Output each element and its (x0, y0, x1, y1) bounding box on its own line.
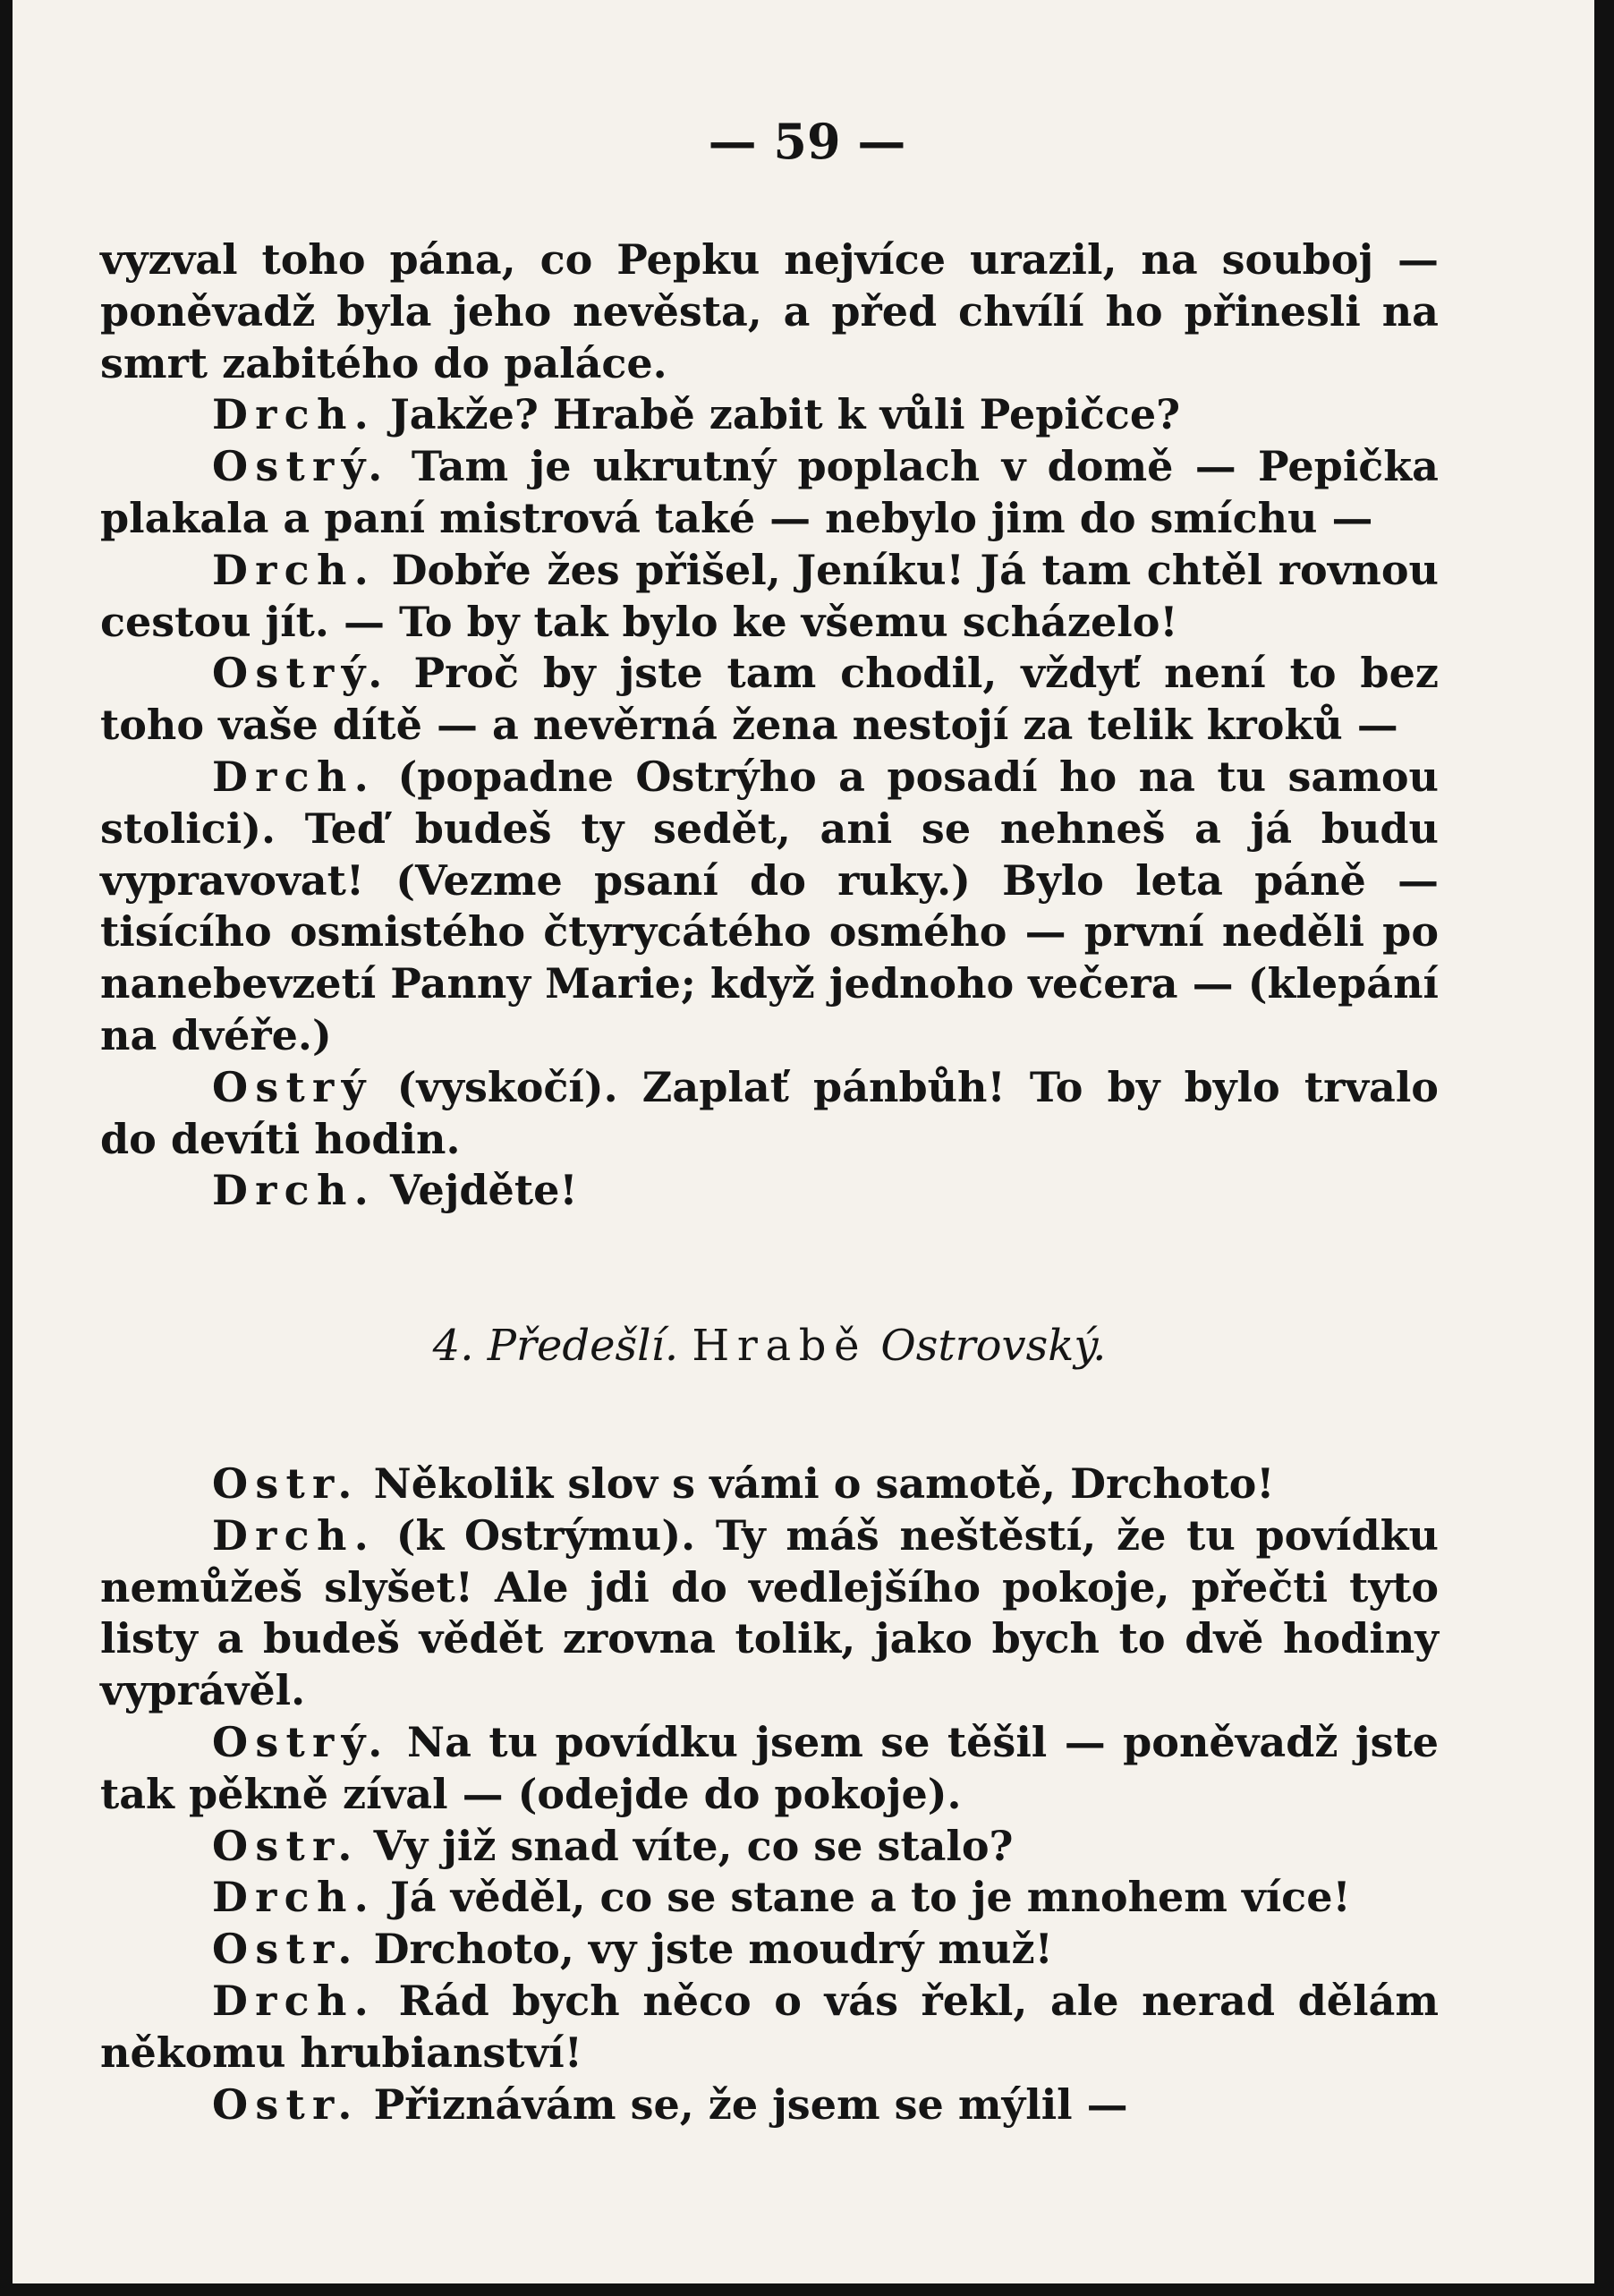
dialogue-text: Rád bych něco o vás řekl, ale nerad dělám někomu hrubianství! (100, 1976, 1439, 2077)
speaker-name: Ostrý. (212, 442, 390, 491)
scene-character-name: Ostrovský. (880, 1321, 1107, 1372)
speaker-name: Ostr. (212, 2079, 360, 2129)
speaker-name: Drch. (212, 752, 376, 801)
dialogue-text: Přiznávám se, že jsem se mýlil — (359, 2079, 1128, 2129)
scene-title: Hrabě (692, 1321, 868, 1372)
dialogue-line (100, 2079, 1439, 2131)
dialogue-text: Vejděte! (376, 1166, 578, 1215)
dialogue-text: (vyskočí). Zaplať pánbůh! To by bylo trvalo do devíti hodin. (100, 1062, 1439, 1163)
dialogue-line (100, 1924, 1439, 1976)
dialogue-text: Drchoto, vy jste moudrý muž! (359, 1925, 1053, 1974)
dialogue-text: Dobře žes přišel, Jeníku! Já tam chtěl rovnou cestou jít. — To by tak bylo ke všemu scházelo! (100, 545, 1439, 646)
dialogue-text: Několik slov s vámi o samotě, Drchoto! (359, 1458, 1275, 1508)
dialogue-line (100, 1458, 1439, 1510)
scene-heading (100, 1321, 1439, 1373)
dialogue-line (100, 752, 1439, 1062)
page-left-edge (0, 0, 13, 2296)
speaker-name: Drch. (212, 1976, 376, 2025)
speaker-name: Ostr. (212, 1821, 360, 1870)
dialogue-line (100, 1510, 1439, 1717)
paragraph-text: vyzval toho pána, co Pepku nejvíce urazil, na souboj — poněvadž byla jeho nevěsta, a před chvílí ho přinesli na smrt zabitého do paláce. (100, 235, 1439, 387)
dialogue-text: Na tu povídku jsem se těšil — poněvadž jste tak pěkně zíval — (odejde do pokoje). (100, 1717, 1439, 1818)
dialogue-text: Vy již snad víte, co se stalo? (359, 1821, 1014, 1870)
dialogue-text: Jakže? Hrabě zabit k vůli Pepičce? (376, 390, 1181, 439)
speaker-name: Drch. (212, 1510, 376, 1560)
speaker-name: Drch. (212, 1873, 376, 1922)
scene-characters: Předešlí. (487, 1321, 679, 1372)
speaker-name: Ostrý. (212, 649, 390, 698)
speaker-name: Drch. (212, 390, 376, 439)
dialogue-line (100, 648, 1439, 752)
dialogue-line (100, 1165, 1439, 1217)
speaker-name: Ostrý (212, 1062, 373, 1111)
dialogue-line (100, 1717, 1439, 1821)
dialogue-line (100, 545, 1439, 649)
page-number: — 59 — (708, 113, 906, 170)
page-body (100, 234, 1439, 2130)
page-right-edge (1594, 0, 1614, 2296)
continuation-paragraph (100, 234, 1439, 389)
dialogue-text: Já věděl, co se stane a to je mnohem více! (376, 1873, 1351, 1922)
dialogue-text: Proč by jste tam chodil, vždyť není to bez toho vaše dítě — a nevěrná žena nestojí za telik kroků — (100, 649, 1439, 750)
speaker-name: Drch. (212, 1166, 376, 1215)
dialogue-line (100, 1821, 1439, 1873)
dialogue-text: (popadne Ostrýho a posadí ho na tu samou stolici). Teď budeš ty sedět, ani se nehneš a já budu vypravovat! (Vezme psaní do ruky.) Bylo leta páně — tisícího osmistého čtyrycátého osmého — první neděli po nanebevzetí Panny Marie; když jednoho večera — (klepání na dvéře.) (100, 752, 1439, 1059)
speaker-name: Ostrý. (212, 1717, 390, 1766)
dialogue-line (100, 1062, 1439, 1166)
dialogue-text: (k Ostrýmu). Ty máš neštěstí, že tu povídku nemůžeš slyšet! Ale jdi do vedlejšího pokoje, přečti tyto listy a budeš vědět zrovna tolik, jako bych to dvě hodiny vyprávěl. (100, 1510, 1439, 1715)
dialogue-line (100, 389, 1439, 441)
dialogue-line (100, 441, 1439, 545)
dialogue-line (100, 1872, 1439, 1924)
speaker-name: Ostr. (212, 1925, 360, 1974)
speaker-name: Ostr. (212, 1458, 360, 1508)
dialogue-line (100, 1976, 1439, 2079)
scene-number: 4. (432, 1321, 474, 1372)
page-bottom-edge (0, 2283, 1614, 2296)
dialogue-text: Tam je ukrutný poplach v domě — Pepička plakala a paní mistrová také — nebylo jim do smíchu — (100, 442, 1439, 542)
speaker-name: Drch. (212, 545, 376, 594)
